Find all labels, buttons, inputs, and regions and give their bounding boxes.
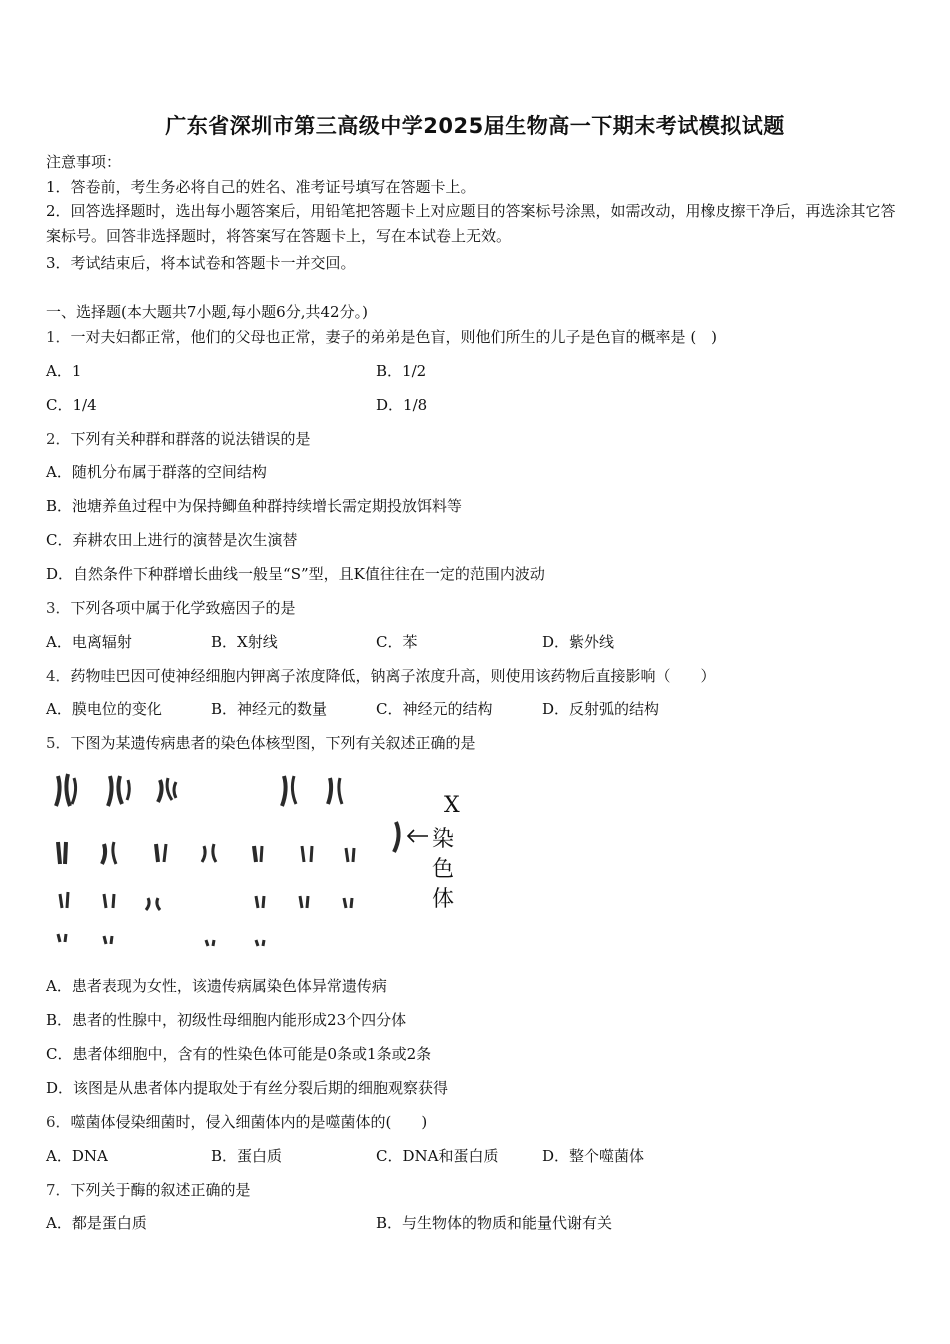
chromosome-pair-16 [256, 896, 264, 908]
chromosome-pair-18 [344, 898, 352, 908]
note-item-3: 3．考试结束后，将本试卷和答题卡一并交回。 [46, 254, 356, 272]
question-6 [46, 1112, 427, 1132]
x-chromosome [394, 822, 399, 852]
q4-option-d: D．反射弧的结构 [542, 700, 660, 718]
q5-option-b: B．患者的性腺中，初级性母细胞内能形成23个四分体 [46, 1011, 407, 1029]
chromosome-pair-7 [102, 842, 116, 864]
q2-option-c: C．弃耕农田上进行的演替是次生演替 [46, 531, 298, 549]
chromosome-pair-9 [202, 844, 216, 862]
x-label-3: 色 [432, 857, 455, 882]
question-stem: 噬菌体侵染细菌时，侵入细菌体内的是噬菌体的( ) [70, 1113, 428, 1131]
q1-option-b: B．1/2 [376, 362, 427, 380]
chromosome-pair-21 [206, 940, 214, 946]
question-number: 3． [46, 599, 71, 617]
x-label-1: X [444, 793, 460, 818]
question-number: 1． [46, 328, 71, 346]
question-3 [46, 598, 296, 618]
chromosome-pair-1 [56, 774, 76, 806]
note-item-1: 1．答卷前，考生务必将自己的姓名、准考证号填写在答题卡上。 [46, 178, 476, 196]
q5-option-d: D．该图是从患者体内提取处于有丝分裂后期的细胞观察获得 [46, 1079, 449, 1097]
x-label-4: 体 [432, 887, 455, 912]
q6-option-c: C．DNA和蛋白质 [376, 1147, 499, 1165]
q6-option-b: B．蛋白质 [211, 1147, 283, 1165]
q3-option-a: A．电离辐射 [46, 633, 132, 651]
q4-option-c: C．神经元的结构 [376, 700, 493, 718]
section-heading: 一、选择题(本大题共7小题,每小题6分,共42分。) [46, 303, 368, 321]
page-title: 广东省深圳市第三高级中学2025届生物高一下期末考试模拟试题 [165, 114, 785, 138]
question-number: 2． [46, 430, 71, 448]
q2-option-a: A．随机分布属于群落的空间结构 [46, 463, 267, 481]
chromosome-pair-2 [108, 776, 129, 806]
x-label-2: 染 [432, 827, 455, 852]
q1-option-d: D．1/8 [376, 396, 428, 414]
chromosome-pair-13 [60, 892, 68, 908]
q7-option-a: A．都是蛋白质 [46, 1214, 147, 1232]
chromosome-pair-4 [282, 776, 296, 806]
chromosome-pair-19 [58, 934, 66, 942]
question-number: 4． [46, 667, 71, 685]
chromosome-pair-11 [302, 846, 312, 862]
karyotype-figure [46, 764, 466, 964]
chromosome-pair-5 [328, 778, 342, 804]
q2-option-b: B．池塘养鱼过程中为保持鲫鱼种群持续增长需定期投放饵料等 [46, 497, 463, 515]
q6-option-d: D．整个噬菌体 [542, 1147, 645, 1165]
q5-option-a: A．患者表现为女性，该遗传病属染色体异常遗传病 [46, 977, 387, 995]
notes-header: 注意事项： [46, 153, 122, 171]
question-7 [46, 1180, 251, 1200]
chromosome-pair-14 [104, 894, 114, 908]
question-stem: 下列有关种群和群落的说法错误的是 [70, 430, 311, 448]
note-item-2: 2．回答选择题时，选出每小题答案后，用铅笔把答题卡上对应题目的答案标号涂黑，如需改动，用橡皮擦干净后，再选涂其它答案标号。回答非选择题时，将答案写在答题卡上，写在本试卷上无效。 [46, 202, 896, 245]
chromosome-pair-3 [158, 778, 176, 802]
question-4 [46, 666, 716, 686]
chromosome-pair-20 [104, 936, 112, 944]
question-number: 7． [46, 1181, 71, 1199]
question-number: 5． [46, 734, 71, 752]
q6-option-a: A．DNA [46, 1147, 108, 1165]
question-stem: 药物哇巴因可使神经细胞内钾离子浓度降低，钠离子浓度升高，则使用该药物后直接影响（ ） [70, 667, 716, 685]
chromosome-pair-17 [300, 896, 308, 908]
question-stem: 下图为某遗传病患者的染色体核型图，下列有关叙述正确的是 [70, 734, 476, 752]
chromosome-pair-10 [254, 846, 262, 862]
q1-option-c: C．1/4 [46, 396, 97, 414]
chromosome-pair-12 [346, 848, 354, 862]
question-stem: 下列各项中属于化学致癌因子的是 [70, 599, 296, 617]
q3-option-b: B．X射线 [211, 633, 278, 651]
question-2 [46, 429, 311, 449]
q3-option-d: D．紫外线 [542, 633, 615, 651]
chromosome-pair-15 [146, 898, 160, 910]
q2-option-d: D．自然条件下种群增长曲线一般呈“S”型，且K值往往在一定的范围内波动 [46, 565, 545, 583]
q5-option-c: C．患者体细胞中，含有的性染色体可能是0条或1条或2条 [46, 1045, 432, 1063]
q3-option-c: C．苯 [376, 633, 418, 651]
q1-option-a: A．1 [46, 362, 82, 380]
q4-option-b: B．神经元的数量 [211, 700, 328, 718]
x-arrow [408, 830, 428, 842]
q7-option-b: B．与生物体的物质和能量代谢有关 [376, 1214, 613, 1232]
question-5 [46, 733, 476, 753]
question-number: 6． [46, 1113, 71, 1131]
question-stem: 下列关于酶的叙述正确的是 [70, 1181, 251, 1199]
question-1 [46, 327, 717, 347]
chromosome-pair-8 [156, 844, 166, 862]
q4-option-a: A．膜电位的变化 [46, 700, 162, 718]
question-stem: 一对夫妇都正常，他们的父母也正常，妻子的弟弟是色盲，则他们所生的儿子是色盲的概率是 ( ) [70, 328, 718, 346]
chromosome-pair-22 [256, 940, 264, 946]
chromosome-pair-6 [58, 842, 66, 864]
